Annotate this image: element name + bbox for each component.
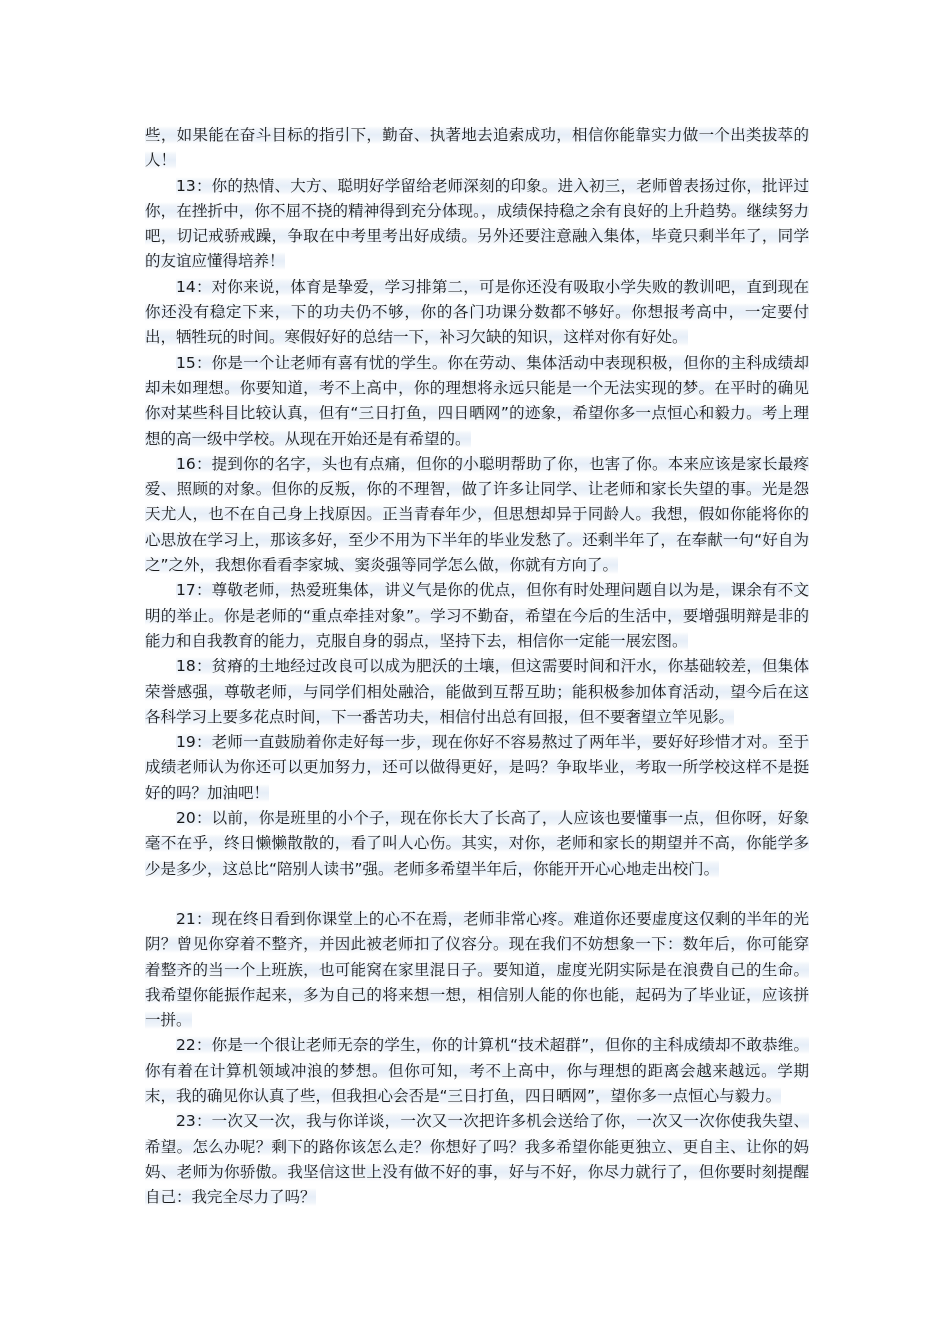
- paragraph-text: 15：你是一个让老师有喜有忧的学生。你在劳动、集体活动中表现积极，但你的主科成绩却却未如理想。你要知道，考不上高中，你的理想将永远只能是一个无法实现的梦。在平时的确见你对某些科目比较认真，但有“三日打鱼，四日晒网”的迹象，希望你多一点恒心和毅力。考上理想的高一级中学校。从现在开始还是有希望的。: [145, 353, 809, 448]
- paragraph-text: 23：一次又一次，我与你详谈，一次又一次把许多机会送给了你，一次又一次你使我失望、希望。怎么办呢？剩下的路你该怎么走？你想好了吗？我多希望你能更独立、更自主、让你的妈妈、老师为你骄傲。我坚信这世上没有做不好的事，好与不好，你尽力就行了，但你要时刻提醒自己：我完全尽力了吗？: [145, 1112, 809, 1207]
- paragraph-text: 18：贫瘠的土地经过改良可以成为肥沃的土壤，但这需要时间和汗水，你基础较差，但集体荣誉感强，尊敬老师，与同学们相处融洽，能做到互帮互助；能积极参加体育活动，望今后在这各科学习上要多花点时间，下一番苦功夫，相信付出总有回报，但不要奢望立竿见影。: [145, 657, 809, 726]
- paragraph-18: [145, 654, 809, 730]
- paragraph-text: 20：以前，你是班里的小个子，现在你长大了长高了，人应该也要懂事一点，但你呀，好象毫不在乎，终日懒懒散散的，看了叫人心伤。其实，对你，老师和家长的期望并不高，你能学多少是多少，这总比“陪别人读书”强。老师多希望半年后，你能开开心心地走出校门。: [145, 809, 809, 878]
- paragraph-19: [145, 730, 809, 806]
- paragraph-text: 14：对你来说，体育是挚爱，学习排第二，可是你还没有吸取小学失败的教训吧，直到现在你还没有稳定下来，下的功夫仍不够，你的各门功课分数都不够好。你想报考高中，一定要付出，牺牲玩的时间。寒假好好的总结一下，补习欠缺的知识，这样对你有好处。: [145, 277, 809, 347]
- paragraph-text: 17：尊敬老师，热爱班集体，讲义气是你的优点，但你有时处理问题自以为是，课余有不文明的举止。你是老师的“重点牵挂对象”。学习不勤奋，希望在今后的生活中，要增强明辩是非的能力和自我教育的能力，克服自身的弱点，坚持下去，相信你一定能一展宏图。: [145, 581, 809, 650]
- blank-line: [145, 882, 809, 907]
- paragraph-20: [145, 806, 809, 882]
- paragraph-23: [145, 1109, 809, 1210]
- paragraph-13: [145, 174, 809, 275]
- paragraph-text: 13：你的热情、大方、聪明好学留给老师深刻的印象。进入初三，老师曾表扬过你，批评过你，在挫折中，你不屈不挠的精神得到充分体现。，成绩保持稳之余有良好的上升趋势。继续努力吧，切记戒骄戒躁，争取在中考里考出好成绩。另外还要注意融入集体，毕竟只剩半年了，同学的友谊应懂得培养！: [145, 176, 809, 271]
- paragraph-text: 22：你是一个很让老师无奈的学生，你的计算机“技术超群”，但你的主科成绩却不敢恭维。你有着在计算机领域冲浪的梦想。但你可知，考不上高中，你与理想的距离会越来越远。学期末，我的确见你认真了些，但我担心会否是“三日打鱼，四日晒网”，望你多一点恒心与毅力。: [145, 1036, 809, 1105]
- paragraph-text: 21：现在终日看到你课堂上的心不在焉，老师非常心疼。难道你还要虚度这仅剩的半年的光阴？曾见你穿着不整齐，并因此被老师扣了仪容分。现在我们不妨想象一下：数年后，你可能穿着整齐的当一个上班族，也可能窝在家里混日子。要知道，虚度光阴实际是在浪费自己的生命。我希望你能振作起来，多为自己的将来想一想，相信别人能的你也能，起码为了毕业证，应该拼一拼。: [145, 909, 809, 1030]
- document-page: [145, 123, 809, 1210]
- paragraph-text: 些，如果能在奋斗目标的指引下，勤奋、执著地去追索成功，相信你能靠实力做一个出类拔萃的人！: [145, 126, 809, 170]
- paragraph-16: [145, 452, 809, 578]
- paragraph-17: [145, 578, 809, 654]
- paragraph-text: 16：提到你的名字，头也有点痛，但你的小聪明帮助了你，也害了你。本来应该是家长最疼爱、照顾的对象。但你的反叛，你的不理智，做了许多让同学、让老师和家长失望的事。光是怨天尤人，也不在自己身上找原因。正当青春年少，但思想却异于同龄人。我想，假如你能将你的心思放在学习上，那该多好，至少不用为下半年的毕业发愁了。还剩半年了，在奉献一句“好自为之”之外，我想你看看李家城、窦炎强等同学怎么做，你就有方向了。: [145, 454, 809, 575]
- paragraph-15: [145, 351, 809, 452]
- paragraph-21: [145, 907, 809, 1033]
- paragraph-14: [145, 275, 809, 351]
- paragraph-22: [145, 1033, 809, 1109]
- paragraph-12-continued: [145, 123, 809, 174]
- paragraph-text: 19：老师一直鼓励着你走好每一步，现在你好不容易熬过了两年半，要好好珍惜才对。至于成绩老师认为你还可以更加努力，还可以做得更好，是吗？争取毕业，考取一所学校这样不是挺好的吗？加油吧！: [145, 733, 809, 802]
